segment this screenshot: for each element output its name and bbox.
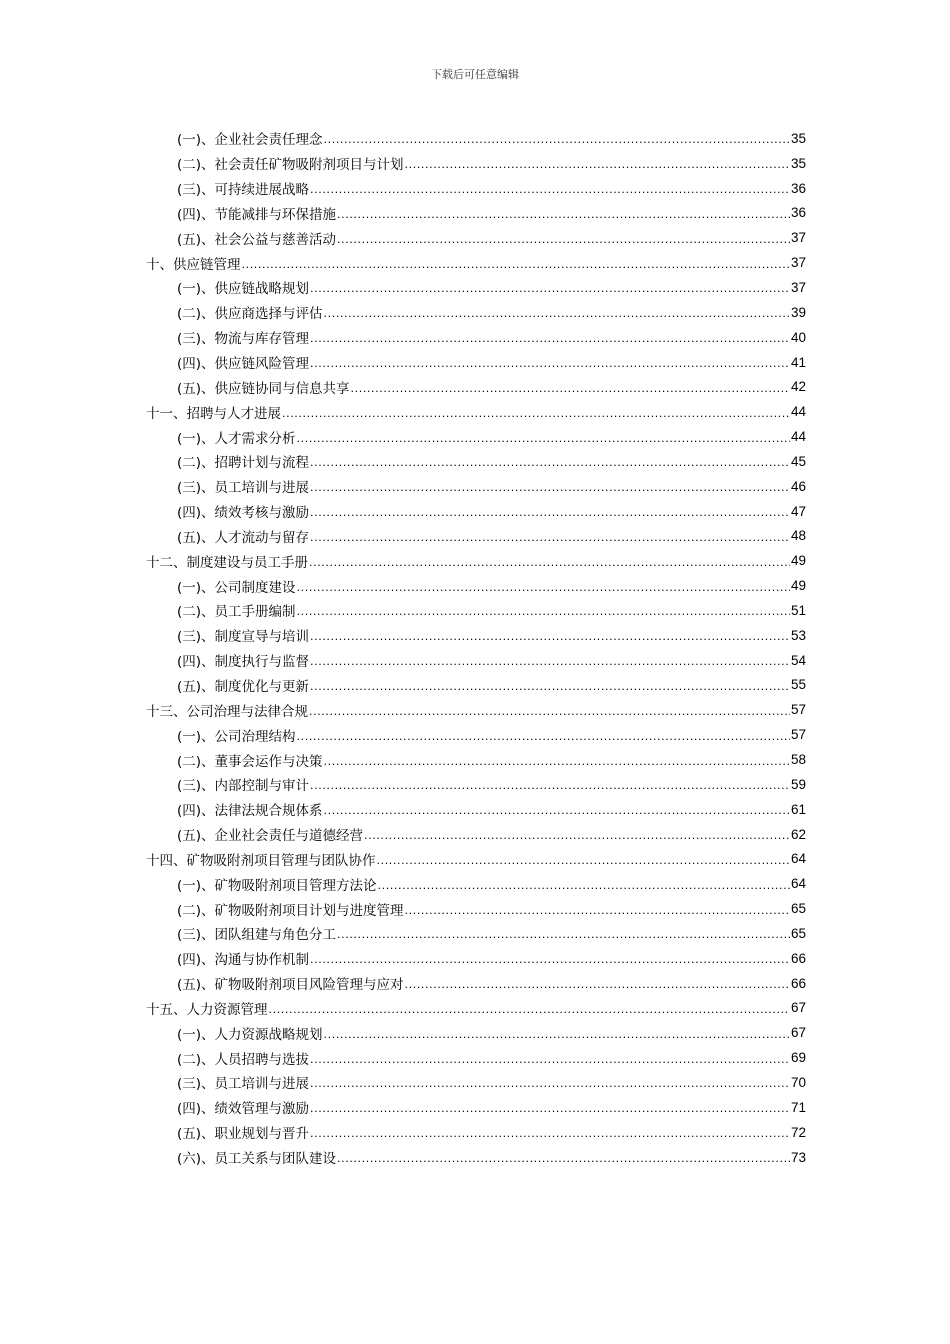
toc-dot-leader xyxy=(310,652,790,668)
toc-dot-leader xyxy=(310,1074,790,1090)
toc-dot-leader xyxy=(324,304,790,320)
toc-section-entry[interactable] xyxy=(146,648,806,673)
toc-entry-label: 十五、人力资源管理 xyxy=(146,1001,268,1018)
toc-dot-leader xyxy=(309,702,790,718)
toc-chapter-entry[interactable] xyxy=(146,846,806,871)
toc-chapter-entry[interactable] xyxy=(146,399,806,424)
toc-entry-label: (四)、法律法规合规体系 xyxy=(177,803,323,820)
toc-entry-label: (三)、可持续进展战略 xyxy=(177,182,310,199)
toc-page-number: 40 xyxy=(790,329,806,345)
toc-section-entry[interactable] xyxy=(146,449,806,474)
toc-page-number: 69 xyxy=(790,1050,806,1066)
toc-dot-leader xyxy=(310,1099,790,1115)
toc-page-number: 44 xyxy=(790,404,806,420)
toc-entry-label: (一)、公司制度建设 xyxy=(177,579,296,596)
toc-entry-label: (三)、团队组建与角色分工 xyxy=(177,927,337,944)
toc-dot-leader xyxy=(324,752,790,768)
toc-dot-leader xyxy=(310,1124,790,1140)
toc-entry-label: (三)、制度宣导与培训 xyxy=(177,629,310,646)
toc-page-number: 36 xyxy=(790,205,806,221)
toc-section-entry[interactable] xyxy=(146,747,806,772)
toc-entry-label: 十三、公司治理与法律合规 xyxy=(146,703,308,720)
toc-page-number: 35 xyxy=(790,155,806,171)
toc-section-entry[interactable] xyxy=(146,325,806,350)
toc-entry-label: (四)、制度执行与监督 xyxy=(177,654,310,671)
toc-dot-leader xyxy=(378,876,790,892)
toc-section-entry[interactable] xyxy=(146,350,806,375)
toc-section-entry[interactable] xyxy=(146,524,806,549)
toc-entry-label: (一)、人才需求分析 xyxy=(177,430,296,447)
toc-entry-label: (一)、企业社会责任理念 xyxy=(177,132,323,149)
toc-page-number: 57 xyxy=(790,727,806,743)
toc-entry-label: (四)、绩效管理与激励 xyxy=(177,1101,310,1118)
toc-dot-leader xyxy=(351,379,790,395)
toc-page-number: 70 xyxy=(790,1074,806,1090)
toc-page-number: 64 xyxy=(790,876,806,892)
toc-section-entry[interactable] xyxy=(146,1070,806,1095)
toc-entry-label: 十、供应链管理 xyxy=(146,256,241,273)
toc-entry-label: (一)、供应链战略规划 xyxy=(177,281,310,298)
toc-page-number: 42 xyxy=(790,379,806,395)
toc-page-number: 58 xyxy=(790,752,806,768)
toc-dot-leader xyxy=(405,975,790,991)
toc-chapter-entry[interactable] xyxy=(146,548,806,573)
toc-section-entry[interactable] xyxy=(146,225,806,250)
toc-dot-leader xyxy=(405,155,790,171)
toc-entry-label: (三)、员工培训与进展 xyxy=(177,1076,310,1093)
toc-entry-label: (二)、供应商选择与评估 xyxy=(177,306,323,323)
toc-entry-label: (六)、员工关系与团队建设 xyxy=(177,1151,337,1168)
toc-entry-label: (五)、人才流动与留存 xyxy=(177,529,310,546)
toc-section-entry[interactable] xyxy=(146,275,806,300)
toc-page-number: 61 xyxy=(790,801,806,817)
toc-page-number: 41 xyxy=(790,354,806,370)
toc-page-number: 57 xyxy=(790,702,806,718)
toc-page-number: 66 xyxy=(790,950,806,966)
toc-entry-label: 十二、制度建设与员工手册 xyxy=(146,554,308,571)
toc-page-number: 66 xyxy=(790,975,806,991)
toc-page-number: 45 xyxy=(790,453,806,469)
toc-page-number: 36 xyxy=(790,180,806,196)
toc-dot-leader xyxy=(297,429,790,445)
toc-section-entry[interactable] xyxy=(146,126,806,151)
toc-dot-leader xyxy=(337,230,790,246)
toc-dot-leader xyxy=(310,354,790,370)
toc-section-entry[interactable] xyxy=(146,374,806,399)
toc-chapter-entry[interactable] xyxy=(146,697,806,722)
toc-section-entry[interactable] xyxy=(146,1095,806,1120)
toc-page-number: 37 xyxy=(790,255,806,271)
toc-entry-label: (四)、沟通与协作机制 xyxy=(177,952,310,969)
toc-dot-leader xyxy=(309,553,790,569)
toc-entry-label: (二)、招聘计划与流程 xyxy=(177,455,310,472)
toc-dot-leader xyxy=(324,1025,790,1041)
toc-section-entry[interactable] xyxy=(146,573,806,598)
toc-section-entry[interactable] xyxy=(146,722,806,747)
toc-dot-leader xyxy=(337,1149,790,1165)
toc-dot-leader xyxy=(324,130,790,146)
table-of-contents xyxy=(146,126,806,1169)
toc-dot-leader xyxy=(405,901,790,917)
toc-dot-leader xyxy=(310,503,790,519)
toc-page-number: 51 xyxy=(790,602,806,618)
toc-dot-leader xyxy=(282,404,790,420)
toc-entry-label: (一)、公司治理结构 xyxy=(177,728,296,745)
toc-section-entry[interactable] xyxy=(146,1120,806,1145)
toc-entry-label: (五)、矿物吸附剂项目风险管理与应对 xyxy=(177,977,404,994)
toc-dot-leader xyxy=(310,180,790,196)
toc-entry-label: (二)、社会责任矿物吸附剂项目与计划 xyxy=(177,157,404,174)
toc-page-number: 54 xyxy=(790,652,806,668)
toc-section-entry[interactable] xyxy=(146,499,806,524)
toc-page-number: 35 xyxy=(790,130,806,146)
toc-entry-label: (一)、人力资源战略规划 xyxy=(177,1026,323,1043)
toc-section-entry[interactable] xyxy=(146,946,806,971)
toc-chapter-entry[interactable] xyxy=(146,250,806,275)
toc-dot-leader xyxy=(310,329,790,345)
toc-section-entry[interactable] xyxy=(146,871,806,896)
toc-page-number: 67 xyxy=(790,1000,806,1016)
toc-entry-label: (五)、制度优化与更新 xyxy=(177,678,310,695)
toc-entry-label: (一)、矿物吸附剂项目管理方法论 xyxy=(177,877,377,894)
toc-dot-leader xyxy=(310,478,790,494)
toc-dot-leader xyxy=(337,205,790,221)
toc-entry-label: (三)、物流与库存管理 xyxy=(177,331,310,348)
toc-chapter-entry[interactable] xyxy=(146,996,806,1021)
page-header: 下载后可任意编辑 xyxy=(431,68,519,81)
toc-section-entry[interactable] xyxy=(146,474,806,499)
toc-page-number: 64 xyxy=(790,851,806,867)
toc-dot-leader xyxy=(310,950,790,966)
toc-dot-leader xyxy=(310,528,790,544)
toc-dot-leader xyxy=(324,801,790,817)
toc-dot-leader xyxy=(310,627,790,643)
toc-section-entry[interactable] xyxy=(146,921,806,946)
toc-page-number: 49 xyxy=(790,553,806,569)
toc-section-entry[interactable] xyxy=(146,673,806,698)
toc-entry-label: (五)、职业规划与晋升 xyxy=(177,1126,310,1143)
toc-entry-label: 十一、招聘与人才进展 xyxy=(146,405,281,422)
toc-entry-label: (二)、董事会运作与决策 xyxy=(177,753,323,770)
toc-section-entry[interactable] xyxy=(146,822,806,847)
toc-entry-label: (三)、员工培训与进展 xyxy=(177,480,310,497)
toc-section-entry[interactable] xyxy=(146,623,806,648)
toc-page-number: 37 xyxy=(790,279,806,295)
toc-page-number: 71 xyxy=(790,1099,806,1115)
toc-dot-leader xyxy=(310,776,790,792)
toc-dot-leader xyxy=(310,453,790,469)
toc-page-number: 67 xyxy=(790,1025,806,1041)
toc-dot-leader xyxy=(310,279,790,295)
toc-dot-leader xyxy=(242,255,790,271)
toc-section-entry[interactable] xyxy=(146,424,806,449)
toc-entry-label: (五)、供应链协同与信息共享 xyxy=(177,380,350,397)
toc-entry-label: (二)、人员招聘与选拔 xyxy=(177,1051,310,1068)
toc-dot-leader xyxy=(297,578,790,594)
toc-dot-leader xyxy=(337,925,790,941)
toc-page-number: 62 xyxy=(790,826,806,842)
toc-dot-leader xyxy=(310,677,790,693)
toc-section-entry[interactable] xyxy=(146,176,806,201)
toc-dot-leader xyxy=(297,727,790,743)
toc-entry-label: (四)、供应链风险管理 xyxy=(177,356,310,373)
toc-page-number: 44 xyxy=(790,429,806,445)
toc-entry-label: (二)、员工手册编制 xyxy=(177,604,296,621)
toc-dot-leader xyxy=(310,1050,790,1066)
toc-section-entry[interactable] xyxy=(146,201,806,226)
toc-section-entry[interactable] xyxy=(146,1145,806,1170)
toc-page-number: 39 xyxy=(790,304,806,320)
toc-section-entry[interactable] xyxy=(146,151,806,176)
toc-page-number: 47 xyxy=(790,503,806,519)
toc-page-number: 73 xyxy=(790,1149,806,1165)
toc-entry-label: (三)、内部控制与审计 xyxy=(177,778,310,795)
toc-section-entry[interactable] xyxy=(146,772,806,797)
toc-section-entry[interactable] xyxy=(146,1020,806,1045)
toc-dot-leader xyxy=(364,826,790,842)
toc-entry-label: (五)、社会公益与慈善活动 xyxy=(177,231,337,248)
toc-entry-label: (四)、节能减排与环保措施 xyxy=(177,206,337,223)
toc-page-number: 72 xyxy=(790,1124,806,1140)
toc-entry-label: (五)、企业社会责任与道德经营 xyxy=(177,828,364,845)
toc-entry-label: (二)、矿物吸附剂项目计划与进度管理 xyxy=(177,902,404,919)
toc-page-number: 49 xyxy=(790,578,806,594)
toc-page-number: 53 xyxy=(790,627,806,643)
toc-dot-leader xyxy=(297,602,790,618)
toc-page-number: 65 xyxy=(790,925,806,941)
toc-page-number: 48 xyxy=(790,528,806,544)
toc-section-entry[interactable] xyxy=(146,896,806,921)
toc-page-number: 37 xyxy=(790,230,806,246)
toc-page-number: 65 xyxy=(790,901,806,917)
toc-page-number: 46 xyxy=(790,478,806,494)
toc-section-entry[interactable] xyxy=(146,598,806,623)
toc-section-entry[interactable] xyxy=(146,1045,806,1070)
toc-section-entry[interactable] xyxy=(146,300,806,325)
toc-page-number: 55 xyxy=(790,677,806,693)
toc-section-entry[interactable] xyxy=(146,797,806,822)
toc-entry-label: (四)、绩效考核与激励 xyxy=(177,505,310,522)
toc-page-number: 59 xyxy=(790,776,806,792)
toc-section-entry[interactable] xyxy=(146,971,806,996)
toc-dot-leader xyxy=(269,1000,790,1016)
toc-dot-leader xyxy=(377,851,790,867)
toc-entry-label: 十四、矿物吸附剂项目管理与团队协作 xyxy=(146,852,376,869)
